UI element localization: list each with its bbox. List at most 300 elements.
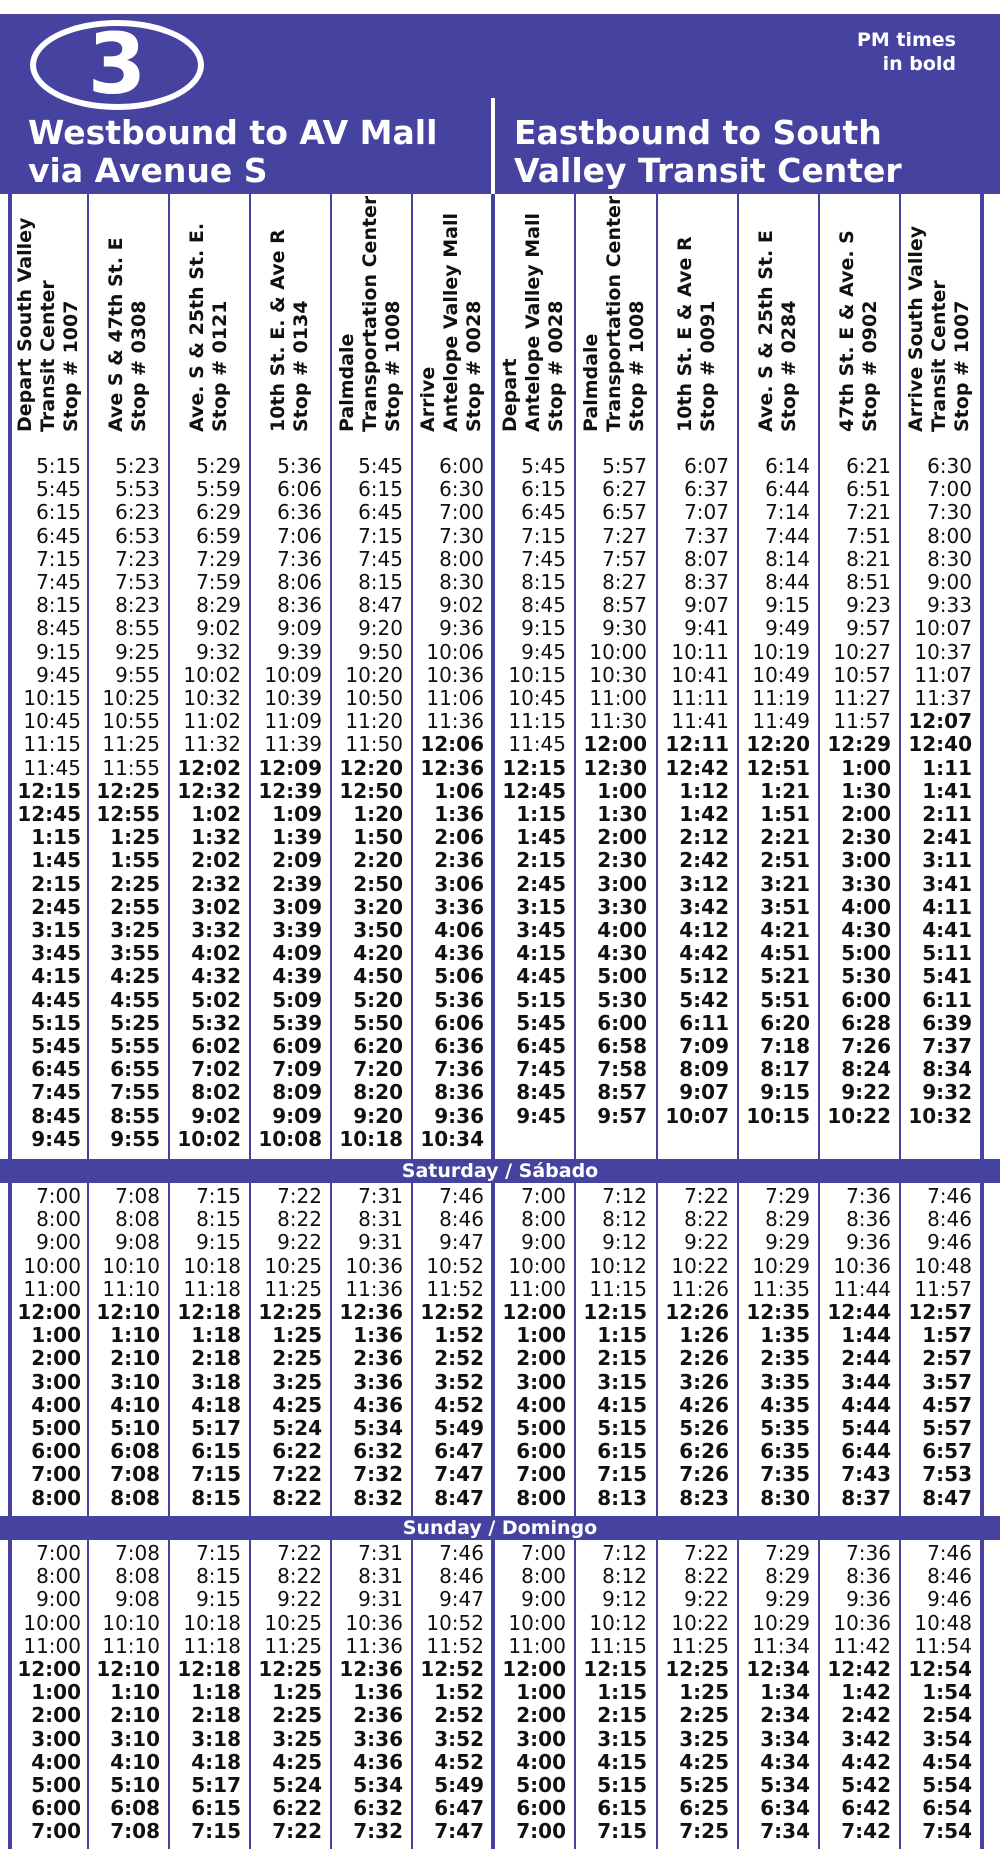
time-cell: 5:42: [679, 987, 729, 1012]
time-cell: 9:32: [196, 639, 241, 664]
time-cell: 3:51: [760, 894, 810, 919]
time-cell: 2:15: [597, 1346, 647, 1371]
time-cell: 5:24: [272, 1416, 322, 1440]
stop-header-line: Antelope Valley Mall: [440, 212, 462, 432]
time-cell: 11:15: [589, 1633, 647, 1658]
time-cell: 3:09: [272, 894, 322, 919]
time-cell: 9:57: [846, 616, 891, 641]
time-cell: 1:36: [434, 802, 484, 826]
stop-column-header: [8, 196, 89, 440]
time-cell: 5:15: [36, 454, 81, 478]
trip-row: [0, 1301, 1000, 1324]
stop-column-header: [168, 196, 249, 440]
time-cell: 3:30: [841, 871, 891, 896]
time-cell: 8:22: [272, 1485, 322, 1510]
time-cell: 12:09: [258, 755, 322, 780]
time-cell: 9:55: [115, 662, 160, 687]
time-cell: 2:12: [679, 825, 729, 850]
time-cell: 10:41: [671, 662, 729, 687]
time-cell: 10:45: [23, 709, 81, 734]
time-cell: 6:45: [31, 1057, 81, 1082]
time-cell: 7:36: [434, 1057, 484, 1082]
time-cell: 12:54: [908, 1657, 972, 1681]
time-cell: 1:00: [516, 1680, 566, 1705]
time-cell: 12:25: [96, 778, 160, 803]
time-cell: 6:26: [679, 1439, 729, 1464]
time-cell: 4:30: [841, 918, 891, 942]
time-cell: 7:22: [277, 1541, 322, 1565]
time-cell: 12:44: [827, 1300, 891, 1324]
time-cell: 5:55: [110, 1034, 160, 1058]
time-cell: 6:30: [927, 454, 972, 478]
time-cell: 3:54: [922, 1726, 972, 1751]
time-cell: 6:54: [922, 1796, 972, 1821]
time-cell: 5:54: [922, 1773, 972, 1797]
trip-row: [0, 919, 1000, 942]
time-cell: 4:09: [272, 941, 322, 966]
time-cell: 3:06: [434, 871, 484, 896]
time-cell: 6:00: [841, 987, 891, 1012]
time-cell: 9:29: [765, 1587, 810, 1612]
time-cell: [656, 1128, 737, 1151]
time-cell: 7:29: [196, 546, 241, 571]
time-cell: 6:47: [434, 1439, 484, 1464]
time-cell: 10:37: [914, 639, 972, 664]
time-cell: 9:07: [679, 1080, 729, 1105]
time-cell: 4:51: [760, 941, 810, 966]
time-cell: 5:02: [191, 987, 241, 1012]
time-cell: 7:15: [191, 1462, 241, 1487]
time-cell: 7:12: [602, 1541, 647, 1565]
time-cell: 3:45: [516, 918, 566, 942]
time-cell: 7:59: [196, 570, 241, 594]
time-cell: 7:47: [434, 1462, 484, 1487]
stop-header-line: Transit Center: [37, 280, 59, 432]
time-cell: 11:25: [671, 1633, 729, 1658]
time-cell: 5:44: [841, 1416, 891, 1440]
time-cell: 5:57: [922, 1416, 972, 1440]
time-cell: 3:25: [679, 1726, 729, 1751]
time-cell: 8:55: [115, 616, 160, 641]
time-cell: 7:07: [684, 500, 729, 525]
stop-header-line: Depart South Valley: [14, 217, 36, 432]
time-cell: 9:20: [358, 616, 403, 641]
trip-row: [0, 1231, 1000, 1254]
time-cell: 12:00: [502, 1657, 566, 1681]
time-cell: 12:00: [17, 1657, 81, 1681]
time-cell: 8:47: [358, 593, 403, 618]
time-cell: 7:15: [358, 523, 403, 548]
stop-header-line: Stop # 0902: [858, 300, 881, 432]
time-cell: 6:06: [434, 1010, 484, 1035]
time-cell: 4:18: [191, 1392, 241, 1417]
time-cell: 10:52: [426, 1253, 484, 1278]
time-cell: 4:50: [353, 964, 403, 989]
time-cell: 12:20: [746, 732, 810, 757]
time-cell: 5:25: [110, 1010, 160, 1035]
time-cell: 8:30: [439, 570, 484, 594]
time-cell: 2:34: [760, 1703, 810, 1728]
time-cell: 8:15: [196, 1207, 241, 1232]
time-cell: 4:45: [31, 987, 81, 1012]
time-cell: 11:25: [102, 732, 160, 757]
time-cell: 4:15: [597, 1392, 647, 1417]
time-cell: 2:36: [353, 1346, 403, 1371]
time-cell: 2:15: [597, 1703, 647, 1728]
time-cell: 10:18: [183, 1610, 241, 1635]
time-cell: 4:54: [922, 1749, 972, 1774]
time-cell: 2:10: [110, 1346, 160, 1371]
time-cell: 7:37: [684, 523, 729, 548]
time-cell: 6:15: [191, 1439, 241, 1464]
time-cell: 5:45: [36, 477, 81, 502]
trip-row: [0, 1012, 1000, 1035]
time-cell: 1:18: [191, 1323, 241, 1348]
time-cell: 1:55: [110, 848, 160, 873]
trip-row: [0, 478, 1000, 501]
time-cell: 4:00: [31, 1392, 81, 1417]
time-cell: 10:00: [508, 1610, 566, 1635]
stop-header-line: 47th St. E & Ave. S: [835, 230, 858, 432]
time-cell: 2:25: [679, 1703, 729, 1728]
time-cell: 11:54: [914, 1633, 972, 1658]
time-cell: 7:00: [516, 1462, 566, 1487]
time-cell: 5:53: [115, 477, 160, 502]
time-cell: 8:29: [765, 1564, 810, 1589]
time-cell: 5:10: [110, 1773, 160, 1797]
time-cell: 7:15: [521, 523, 566, 548]
time-cell: 6:15: [36, 500, 81, 525]
time-cell: 2:26: [679, 1346, 729, 1371]
time-cell: 4:10: [110, 1749, 160, 1774]
time-cell: 10:10: [102, 1253, 160, 1278]
trip-row: [0, 780, 1000, 803]
time-cell: 6:47: [434, 1796, 484, 1821]
time-cell: 10:57: [833, 662, 891, 687]
time-cell: 9:55: [110, 1126, 160, 1151]
time-cell: 1:25: [272, 1680, 322, 1705]
time-cell: 12:36: [339, 1657, 403, 1681]
time-cell: 8:29: [196, 593, 241, 618]
time-cell: 2:45: [31, 894, 81, 919]
time-cell: 6:44: [765, 477, 810, 502]
trip-row: [0, 757, 1000, 780]
time-cell: 6:45: [358, 500, 403, 525]
time-cell: 6:20: [760, 1010, 810, 1035]
time-cell: 8:15: [191, 1485, 241, 1510]
time-cell: 1:00: [516, 1323, 566, 1348]
time-cell: 6:32: [353, 1439, 403, 1464]
time-cell: 6:22: [272, 1796, 322, 1821]
time-cell: 10:19: [752, 639, 810, 664]
time-cell: 7:15: [597, 1819, 647, 1844]
time-cell: 11:00: [508, 1276, 566, 1301]
time-cell: 6:37: [684, 477, 729, 502]
time-cell: 5:24: [272, 1773, 322, 1797]
trip-row: [0, 687, 1000, 710]
time-cell: 2:30: [841, 825, 891, 850]
time-cell: 6:00: [516, 1796, 566, 1821]
trip-row: [0, 710, 1000, 733]
time-cell: 8:55: [110, 1103, 160, 1128]
time-cell: 9:45: [36, 662, 81, 687]
time-cell: 1:15: [597, 1323, 647, 1348]
time-cell: 2:36: [434, 848, 484, 873]
time-cell: 9:00: [521, 1587, 566, 1612]
time-cell: 5:49: [434, 1416, 484, 1440]
time-cell: 2:52: [434, 1346, 484, 1371]
time-cell: 7:29: [765, 1541, 810, 1565]
time-cell: 7:36: [277, 546, 322, 571]
time-cell: 7:31: [358, 1184, 403, 1208]
time-cell: 10:20: [345, 662, 403, 687]
stop-header-line: Transportation Center: [359, 196, 381, 432]
time-cell: 9:08: [115, 1230, 160, 1255]
time-cell: 1:18: [191, 1680, 241, 1705]
time-cell: 9:02: [191, 1103, 241, 1128]
time-cell: 3:15: [597, 1369, 647, 1394]
time-cell: 3:15: [31, 918, 81, 942]
time-cell: 2:42: [679, 848, 729, 873]
stop-header-line: Ave. S & 25th St. E.: [185, 222, 208, 432]
time-cell: 1:41: [922, 778, 972, 803]
time-cell: 8:07: [684, 546, 729, 571]
time-cell: 4:36: [434, 941, 484, 966]
time-cell: 8:22: [684, 1207, 729, 1232]
time-cell: 7:20: [353, 1057, 403, 1082]
service-day-label: Sunday / Domingo: [402, 1517, 598, 1539]
time-cell: 10:15: [508, 662, 566, 687]
time-cell: 3:52: [434, 1726, 484, 1751]
time-cell: 7:30: [439, 523, 484, 548]
time-cell: 10:36: [426, 662, 484, 687]
time-cell: 1:00: [597, 778, 647, 803]
time-cell: 5:00: [31, 1773, 81, 1797]
time-cell: 7:32: [353, 1819, 403, 1844]
time-cell: 8:36: [277, 593, 322, 618]
time-cell: 10:18: [339, 1126, 403, 1151]
time-cell: 5:35: [760, 1416, 810, 1440]
time-cell: 9:20: [353, 1103, 403, 1128]
time-cell: 7:18: [760, 1034, 810, 1058]
time-cell: 9:15: [521, 616, 566, 641]
time-cell: 4:41: [922, 918, 972, 942]
time-cell: 7:22: [272, 1462, 322, 1487]
route-number: 3: [87, 15, 147, 113]
time-cell: 1:02: [191, 802, 241, 826]
time-cell: 9:36: [439, 616, 484, 641]
time-cell: 7:58: [597, 1057, 647, 1082]
time-cell: 6:58: [597, 1034, 647, 1058]
stop-header-line: Stop # 0028: [545, 300, 567, 432]
time-cell: 9:00: [36, 1587, 81, 1612]
time-cell: 8:12: [602, 1207, 647, 1232]
time-cell: 5:17: [191, 1773, 241, 1797]
time-cell: 1:34: [760, 1680, 810, 1705]
time-cell: 7:22: [277, 1184, 322, 1208]
time-cell: 1:25: [110, 825, 160, 850]
time-cell: 6:30: [439, 477, 484, 502]
time-cell: 7:15: [196, 1184, 241, 1208]
time-cell: 4:36: [353, 1392, 403, 1417]
time-cell: 3:15: [516, 894, 566, 919]
time-cell: 10:22: [671, 1253, 729, 1278]
time-cell: 3:00: [31, 1726, 81, 1751]
time-cell: 9:33: [927, 593, 972, 618]
time-cell: 7:31: [358, 1541, 403, 1565]
time-cell: 1:44: [841, 1323, 891, 1348]
time-cell: 12:25: [665, 1657, 729, 1681]
time-cell: 4:39: [272, 964, 322, 989]
time-cell: 3:35: [760, 1369, 810, 1394]
time-cell: 6:44: [841, 1439, 891, 1464]
trip-row: [0, 803, 1000, 826]
time-cell: 12:36: [420, 755, 484, 780]
time-cell: 1:39: [272, 825, 322, 850]
westbound-title-line1: Westbound to AV Mall: [28, 113, 438, 152]
time-cell: 6:00: [439, 454, 484, 478]
time-cell: 7:44: [765, 523, 810, 548]
time-cell: 12:35: [746, 1300, 810, 1324]
trip-row: [0, 1728, 1000, 1751]
time-cell: 3:25: [272, 1726, 322, 1751]
time-cell: 8:36: [434, 1080, 484, 1105]
time-cell: [493, 1128, 574, 1151]
time-cell: 9:22: [277, 1230, 322, 1255]
time-cell: 7:53: [115, 570, 160, 594]
time-cell: 4:00: [841, 894, 891, 919]
time-cell: 5:15: [597, 1773, 647, 1797]
time-cell: 8:46: [439, 1207, 484, 1232]
time-cell: 3:10: [110, 1726, 160, 1751]
time-cell: 1:36: [353, 1323, 403, 1348]
time-cell: 8:47: [922, 1485, 972, 1510]
time-cell: 8:15: [196, 1564, 241, 1589]
time-cell: 2:52: [434, 1703, 484, 1728]
trip-row: [0, 1278, 1000, 1301]
time-cell: 10:11: [671, 639, 729, 664]
time-cell: 11:49: [752, 709, 810, 734]
time-cell: 7:23: [115, 546, 160, 571]
time-cell: 6:28: [841, 1010, 891, 1035]
time-cell: 11:36: [426, 709, 484, 734]
time-cell: 10:07: [914, 616, 972, 641]
time-cell: 7:22: [684, 1541, 729, 1565]
direction-divider: [491, 98, 495, 196]
time-cell: 6:57: [922, 1439, 972, 1464]
time-cell: 11:10: [102, 1633, 160, 1658]
time-cell: 1:54: [922, 1680, 972, 1705]
time-cell: 7:00: [31, 1462, 81, 1487]
time-cell: 8:06: [277, 570, 322, 594]
time-cell: 2:32: [191, 871, 241, 896]
time-cell: 9:45: [516, 1103, 566, 1128]
time-cell: 5:17: [191, 1416, 241, 1440]
time-cell: 7:55: [110, 1080, 160, 1105]
time-cell: 7:45: [31, 1080, 81, 1105]
time-cell: 10:25: [264, 1610, 322, 1635]
time-cell: 12:51: [746, 755, 810, 780]
time-cell: 10:15: [746, 1103, 810, 1128]
time-cell: 6:45: [521, 500, 566, 525]
time-cell: 3:45: [31, 941, 81, 966]
trip-row: [0, 849, 1000, 872]
trip-row: [0, 1128, 1000, 1151]
stop-column-header: [330, 196, 411, 440]
time-cell: 12:55: [96, 802, 160, 826]
time-cell: 5:41: [922, 964, 972, 989]
time-cell: 1:10: [110, 1323, 160, 1348]
time-cell: 10:15: [23, 686, 81, 710]
time-cell: 9:45: [521, 639, 566, 664]
time-cell: 3:42: [679, 894, 729, 919]
time-cell: 11:19: [752, 686, 810, 710]
time-cell: 8:00: [36, 1564, 81, 1589]
time-cell: 7:26: [679, 1462, 729, 1487]
time-cell: 12:45: [17, 802, 81, 826]
time-cell: 11:20: [345, 709, 403, 734]
time-cell: 1:25: [272, 1323, 322, 1348]
time-cell: 8:17: [760, 1057, 810, 1082]
time-cell: 5:09: [272, 987, 322, 1012]
time-cell: 6:39: [922, 1010, 972, 1035]
time-cell: 12:06: [420, 732, 484, 757]
time-cell: 6:06: [277, 477, 322, 502]
time-cell: 7:29: [765, 1184, 810, 1208]
time-cell: 12:52: [420, 1657, 484, 1681]
trip-row: [0, 641, 1000, 664]
time-cell: 3:12: [679, 871, 729, 896]
time-cell: 9:47: [439, 1230, 484, 1255]
time-cell: 7:22: [684, 1184, 729, 1208]
time-cell: 7:26: [841, 1034, 891, 1058]
time-cell: 4:18: [191, 1749, 241, 1774]
time-cell: 6:07: [684, 454, 729, 478]
time-cell: 5:34: [760, 1773, 810, 1797]
time-cell: 6:00: [597, 1010, 647, 1035]
time-cell: 7:30: [927, 500, 972, 525]
time-cell: 2:00: [597, 825, 647, 850]
pm-note-line1: PM times: [856, 29, 956, 51]
stop-column-header: [737, 196, 818, 440]
time-cell: 9:22: [684, 1230, 729, 1255]
time-cell: 10:36: [345, 1253, 403, 1278]
time-cell: 2:41: [922, 825, 972, 850]
time-cell: 7:15: [36, 546, 81, 571]
time-cell: 9:29: [765, 1230, 810, 1255]
time-cell: 10:02: [177, 1126, 241, 1151]
time-cell: 1:25: [679, 1680, 729, 1705]
time-cell: 10:18: [183, 1253, 241, 1278]
time-cell: 7:51: [846, 523, 891, 548]
time-cell: 8:08: [115, 1564, 160, 1589]
time-cell: 6:00: [31, 1796, 81, 1821]
time-cell: 9:15: [765, 593, 810, 618]
time-cell: 6:23: [115, 500, 160, 525]
time-cell: 8:22: [277, 1207, 322, 1232]
time-cell: 3:52: [434, 1369, 484, 1394]
stop-header-line: Stop # 1007: [951, 300, 973, 432]
time-cell: 8:47: [434, 1485, 484, 1510]
service-day-band: [0, 1159, 1000, 1183]
time-cell: [818, 1128, 899, 1151]
time-cell: 3:39: [272, 918, 322, 942]
trip-row: [0, 1588, 1000, 1611]
time-cell: 4:52: [434, 1749, 484, 1774]
time-cell: 5:12: [679, 964, 729, 989]
stop-header-line: Stop # 1008: [382, 300, 404, 432]
time-cell: 12:11: [665, 732, 729, 757]
